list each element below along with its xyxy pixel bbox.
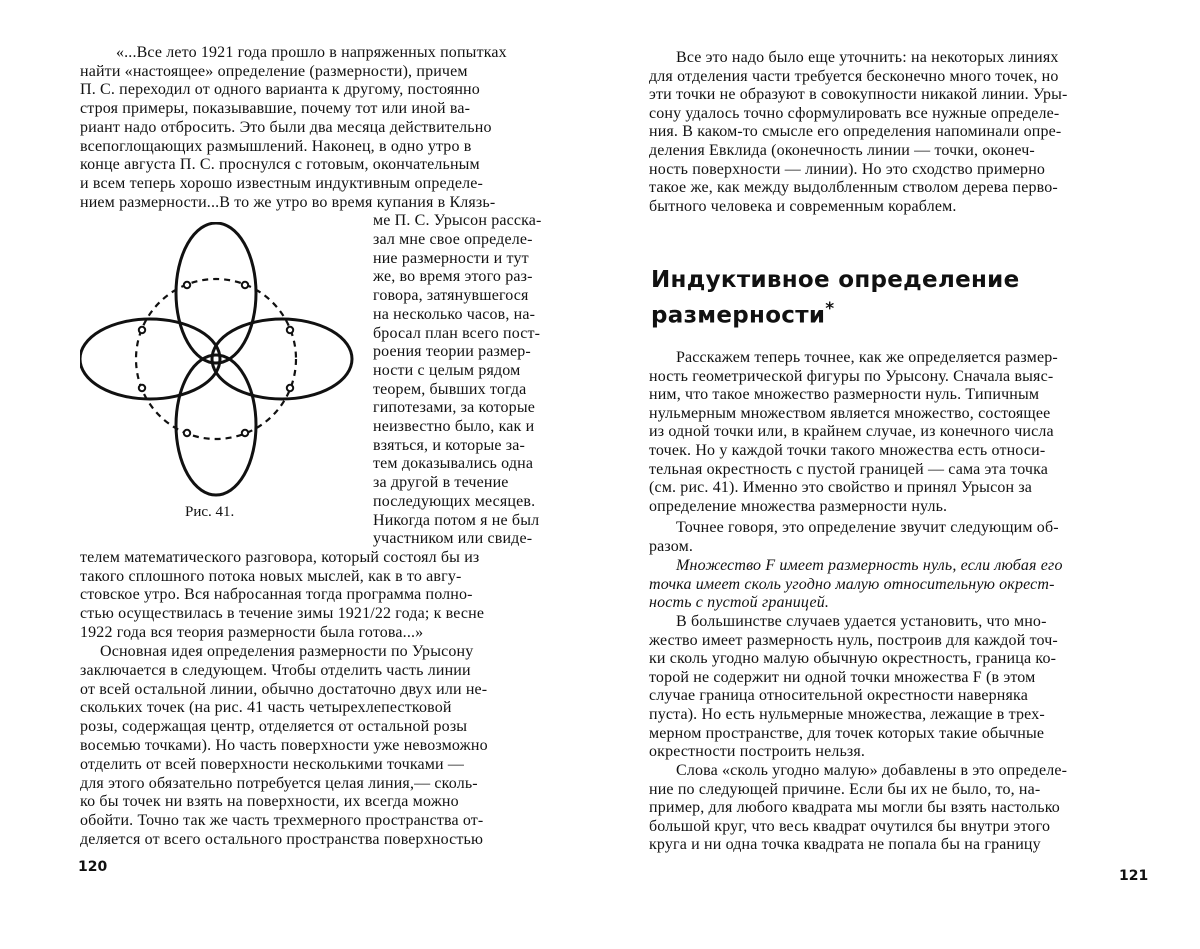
figure-caption: Рис. 41. [185, 504, 234, 521]
text-line: для отделения части требуется бесконечно много точек, но [649, 67, 1059, 86]
text-line: для этого обязательно потребуется целая линия,— сколь- [80, 774, 478, 793]
page-number-left: 120 [78, 859, 107, 875]
text-line: ки сколь угодно малую обычную окрестность, граница ко- [649, 649, 1056, 668]
text-line: ним, что такое множество размерности нуль. Типичным [649, 385, 1039, 404]
text-line: восемью точками). Но часть поверхности уже невозможно [80, 736, 488, 755]
rose-petal-bottom [176, 355, 256, 495]
text-line: ния. В каком-то смысле его определения напоминали опре- [649, 122, 1061, 141]
text-line: обойти. Точно так же часть трехмерного пространства от- [80, 811, 483, 830]
separating-point [184, 282, 190, 288]
separating-point [242, 430, 248, 436]
separating-point [184, 430, 190, 436]
page-number-right: 121 [1119, 868, 1148, 884]
text-line: неизвестно было, как и [373, 417, 534, 436]
text-line: найти «настоящее» определение (размерности), причем [80, 62, 468, 81]
text-line: Точнее говоря, это определение звучит следующим об- [676, 518, 1059, 537]
text-line: строя примеры, показывавшие, почему тот или иной ва- [80, 99, 470, 118]
text-line: розы, содержащая центр, отделяется от остальной розы [80, 717, 467, 736]
text-line: тем доказывались одна [373, 454, 533, 473]
text-line: торой не содержит ни одной точки множества F (в этом [649, 668, 1035, 687]
section-heading-line2-text: размерности [651, 303, 825, 329]
text-line: точка имеет сколь угодно малую относительную окрест- [649, 575, 1055, 594]
rose-petal-left [80, 319, 220, 399]
text-line: Никогда потом я не был [373, 511, 539, 530]
text-line: тельная окрестность с пустой границей — сама эта точка [649, 460, 1048, 479]
text-line: ность геометрической фигуры по Урысону. Сначала выяс- [649, 367, 1053, 386]
text-line: ние размерности и тут [373, 249, 529, 268]
text-line: последующих месяцев. [373, 492, 535, 511]
text-line: пример, для любого квадрата мы могли бы взять настолько [649, 798, 1060, 817]
text-line: телем математического разговора, который состоял бы из [80, 548, 479, 567]
separating-point [287, 327, 293, 333]
text-line: роения теории размер- [373, 342, 531, 361]
text-line: за другой в течение [373, 473, 509, 492]
text-line: нием размерности...В то же утро во время купания в Клязь- [80, 193, 495, 212]
rose-petal-top [176, 223, 256, 363]
text-line: деляется от всего остального пространства поверхностью [80, 830, 483, 849]
section-heading-line1: Индуктивное определение [651, 267, 1020, 293]
text-line: В большинстве случаев удается установить, что мно- [676, 612, 1047, 631]
text-line: нульмерным множеством является множество, состоящее [649, 404, 1050, 423]
text-line: ние по следующей причине. Если бы их не было, то, на- [649, 780, 1040, 799]
text-line: из одной точки или, в крайнем случае, из конечного числа [649, 422, 1054, 441]
text-line: ко бы точек ни взять на поверхности, их всегда можно [80, 792, 459, 811]
text-line: зал мне свое определе- [373, 230, 533, 249]
text-line: бытного человека и современным кораблем. [649, 197, 957, 216]
figure-41-rose-diagram [80, 222, 356, 502]
text-line: стью осуществилась в течение зимы 1921/22 года; к весне [80, 604, 484, 623]
text-line: ме П. С. Урысон расска- [373, 211, 542, 230]
text-line: окрестности построить нельзя. [649, 742, 865, 761]
text-line: от всей остальной линии, обычно достаточно двух или не- [80, 680, 487, 699]
text-line: Множество F имеет размерность нуль, если любая его [676, 556, 1063, 575]
separating-circle-dashed [136, 279, 296, 439]
text-line: скольких точек (на рис. 41 часть четырехлепестковой [80, 698, 452, 717]
text-line: случае граница относительной окрестности наверняка [649, 686, 1028, 705]
text-line: гипотезами, за которые [373, 398, 535, 417]
text-line: пуста). Но есть нульмерные множества, лежащие в трех- [649, 705, 1045, 724]
text-line: точек. Но у каждой точки такого множества есть относи- [649, 441, 1045, 460]
text-line: Расскажем теперь точнее, как же определяется размер- [676, 348, 1058, 367]
text-line: такое же, как между выдолбленным стволом дерева перво- [649, 178, 1058, 197]
text-line: П. С. переходил от одного варианта к другому, постоянно [80, 80, 480, 99]
separating-point [139, 385, 145, 391]
text-line: Основная идея определения размерности по Урысону [100, 642, 473, 661]
text-line: ность поверхности — линии). Но это сходство примерно [649, 160, 1045, 179]
text-line: Все это надо было еще уточнить: на некоторых линиях [676, 48, 1059, 67]
text-line: всепоглощающих размышлений. Наконец, в одно утро в [80, 137, 471, 156]
text-line: 1922 года вся теория размерности была готова...» [80, 623, 423, 642]
text-line: и всем теперь хорошо известным индуктивным определе- [80, 174, 483, 193]
text-line: ности с целым рядом [373, 361, 520, 380]
footnote-mark: * [825, 299, 834, 319]
text-line: отделить от всей поверхности несколькими точками — [80, 755, 464, 774]
text-line: ность с пустой границей. [649, 593, 829, 612]
text-line: взяться, и которые за- [373, 436, 525, 455]
separating-point [242, 282, 248, 288]
text-line: такого сплошного потока новых мыслей, как в то авгу- [80, 567, 461, 586]
text-line: жество имеет размерность нуль, построив для каждой точ- [649, 631, 1058, 650]
text-line: конце августа П. С. проснулся с готовым, окончательным [80, 155, 480, 174]
text-line: определение множества размерности нуль. [649, 497, 947, 516]
rose-petal-right [212, 319, 352, 399]
text-line: же, во время этого раз- [373, 267, 533, 286]
separating-point [139, 327, 145, 333]
text-line: деления Евклида (оконечность линии — точки, оконеч- [649, 141, 1035, 160]
text-line: риант надо отбросить. Это были два месяца действительно [80, 118, 492, 137]
text-line: участником или свиде- [373, 529, 532, 548]
separating-point [287, 385, 293, 391]
text-line: на несколько часов, на- [373, 305, 535, 324]
text-line: стовское утро. Вся набросанная тогда программа полно- [80, 585, 473, 604]
text-line: теорем, бывших тогда [373, 380, 526, 399]
text-line: эти точки не образуют в совокупности никакой линии. Уры- [649, 85, 1068, 104]
text-line: мерном пространстве, для точек которых такие обычные [649, 724, 1044, 743]
text-line: говора, затянувшегося [373, 286, 529, 305]
text-line: сону удалось точно сформулировать все нужные определе- [649, 104, 1059, 123]
text-line: бросал план всего пост- [373, 324, 540, 343]
text-line: Слова «сколь угодно малую» добавлены в это определе- [676, 761, 1067, 780]
text-line: (см. рис. 41). Именно это свойство и принял Урысон за [649, 478, 1032, 497]
text-line: большой круг, что весь квадрат очутился бы внутри этого [649, 817, 1050, 836]
section-heading-line2 [651, 299, 835, 329]
text-line: «...Все лето 1921 года прошло в напряженных попытках [116, 43, 507, 62]
text-line: круга и ни одна точка квадрата не попала бы на границу [649, 835, 1041, 854]
text-line: разом. [649, 537, 693, 556]
text-line: заключается в следующем. Чтобы отделить часть линии [80, 661, 471, 680]
